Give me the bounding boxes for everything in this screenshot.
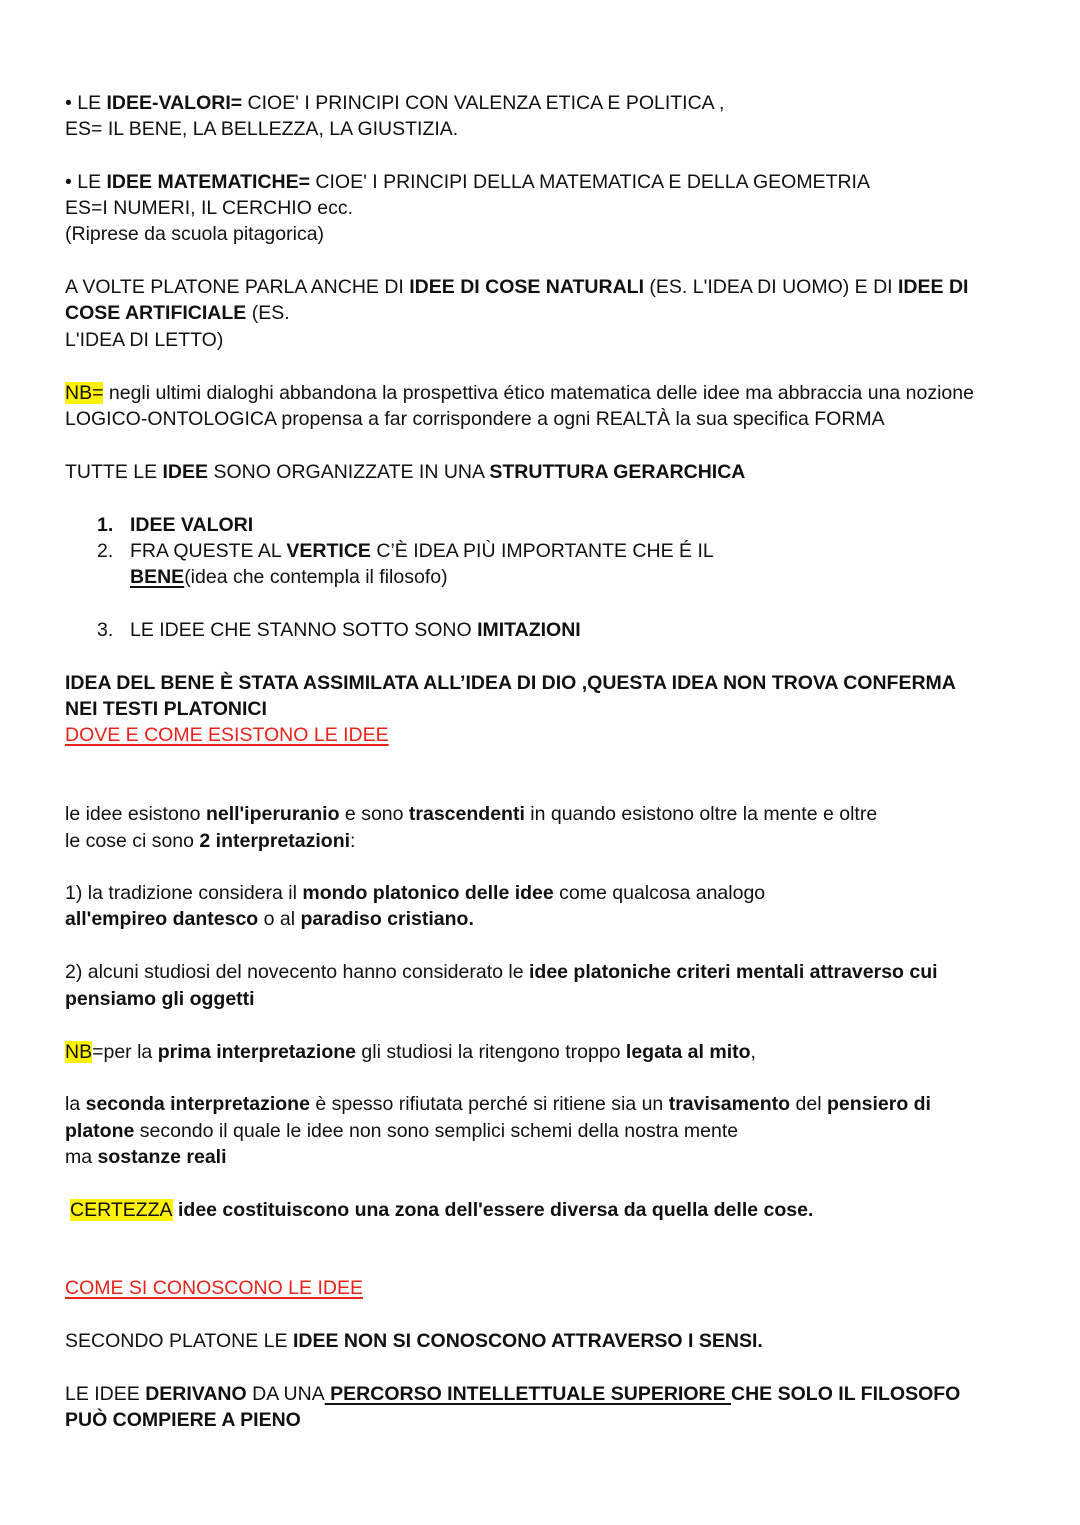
cose-artificiali-line: COSE ARTIFICIALE (ES.: [65, 302, 290, 324]
percorso-line: LE IDEE DERIVANO DA UNA PERCORSO INTELLETTUALE SUPERIORE CHE SOLO IL FILOSOFO: [65, 1383, 961, 1405]
idea-letto-line: L'IDEA DI LETTO): [65, 329, 224, 351]
certezza-highlight: CERTEZZA: [70, 1199, 173, 1221]
cose-naturali-line: A VOLTE PLATONE PARLA ANCHE DI IDEE DI COSE NATURALI (ES. L'IDEA DI UOMO) E DI IDEE DI: [65, 276, 969, 298]
idea-bene-line: IDEA DEL BENE È STATA ASSIMILATA ALL’IDEA DI DIO ,QUESTA IDEA NON TROVA CONFERMA: [65, 672, 956, 694]
list-item-3: 3. LE IDEE CHE STANNO SOTTO SONO IMITAZIONI: [97, 619, 581, 641]
idee-matematiche-line: • LE IDEE MATEMATICHE= CIOE' I PRINCIPI DELLA MATEMATICA E DELLA GEOMETRIA: [65, 171, 870, 193]
nb-highlight-2: NB: [65, 1041, 93, 1063]
interpretazione-1-line: 1) la tradizione considera il mondo platonico delle idee come qualcosa analogo: [65, 882, 766, 904]
list-item-2: 2. FRA QUESTE AL VERTICE C’È IDEA PIÙ IMPORTANTE CHE É IL: [97, 540, 714, 562]
seconda-interpretazione-line: la seconda interpretazione è spesso rifiutata perché si ritiene sia un travisamento del pensiero di: [65, 1093, 931, 1115]
heading-dove-come: DOVE E COME ESISTONO LE IDEE: [65, 724, 389, 746]
struttura-gerarchica-line: TUTTE LE IDEE SONO ORGANIZZATE IN UNA STRUTTURA GERARCHICA: [65, 461, 746, 483]
nb-highlight: NB=: [65, 382, 104, 404]
list-item-1: 1. IDEE VALORI: [97, 514, 254, 536]
idee-matematiche-note: (Riprese da scuola pitagorica): [65, 223, 325, 245]
idee-matematiche-example: ES=I NUMERI, IL CERCHIO ecc.: [65, 197, 354, 219]
heading-come-si-conoscono: COME SI CONOSCONO LE IDEE: [65, 1277, 363, 1299]
certezza-line: CERTEZZA idee costituiscono una zona dell'essere diversa da quella delle cose.: [70, 1199, 814, 1221]
sensi-line: SECONDO PLATONE LE IDEE NON SI CONOSCONO ATTRAVERSO I SENSI.: [65, 1330, 763, 1352]
nb-note-2: NB=per la prima interpretazione gli studiosi la ritengono troppo legata al mito,: [65, 1041, 756, 1063]
nb-note-1: NB= negli ultimi dialoghi abbandona la prospettiva ético matematica delle idee ma abbraccia una nozione: [65, 382, 974, 404]
filosofo-line: PUÒ COMPIERE A PIENO: [65, 1409, 301, 1431]
idee-valori-line: • LE IDEE-VALORI= CIOE' I PRINCIPI CON VALENZA ETICA E POLITICA ,: [65, 92, 725, 114]
interpretazione-1-cont: all'empireo dantesco o al paradiso cristiano.: [65, 908, 474, 930]
idea-bene-line-2: NEI TESTI PLATONICI: [65, 698, 267, 720]
interpretazione-2-line: 2) alcuni studiosi del novecento hanno considerato le idee platoniche criteri mentali attraverso cui: [65, 961, 938, 983]
interpretazione-2-cont: pensiamo gli oggetti: [65, 988, 255, 1010]
list-item-2-cont: BENE(idea che contempla il filosofo): [130, 566, 448, 588]
nb-note-1-cont: LOGICO-ONTOLOGICA propensa a far corrispondere a ogni REALTÀ la sua specifica FORMA: [65, 408, 885, 430]
interpretazioni-line: le cose ci sono 2 interpretazioni:: [65, 830, 356, 852]
sostanze-reali-line: ma sostanze reali: [65, 1146, 227, 1168]
idee-valori-example: ES= IL BENE, LA BELLEZZA, LA GIUSTIZIA.: [65, 118, 459, 140]
iperuranio-line: le idee esistono nell'iperuranio e sono trascendenti in quando esistono oltre la mente e oltre: [65, 803, 878, 825]
seconda-interpretazione-cont: platone secondo il quale le idee non sono semplici schemi della nostra mente: [65, 1120, 739, 1142]
